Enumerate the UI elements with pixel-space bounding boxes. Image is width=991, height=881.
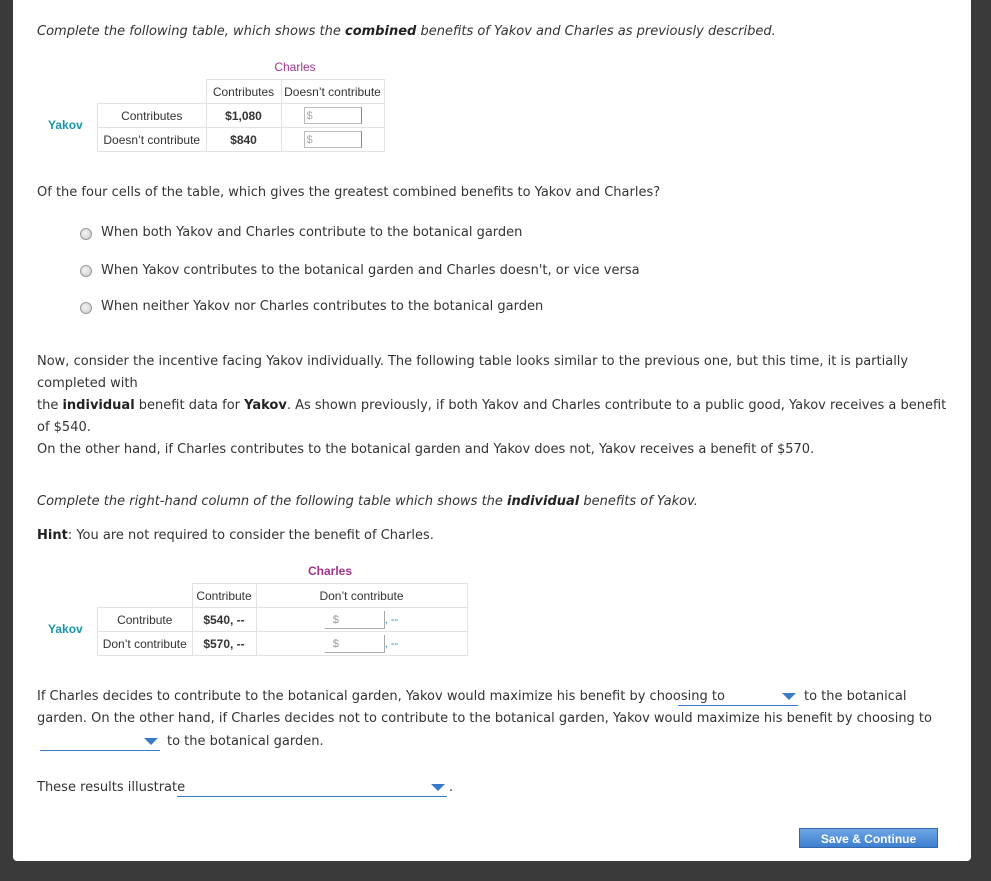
table2-corner xyxy=(98,584,193,608)
question1-prompt: Of the four cells of the table, which gives the greatest combined benefits to Yakov and Charles? xyxy=(37,185,661,200)
question-panel xyxy=(13,0,971,861)
paragraph-2d: Yakov xyxy=(244,398,287,413)
table2 xyxy=(97,583,468,656)
table2-row-label-contribute: Contribute xyxy=(98,608,193,632)
table1-cell-dd xyxy=(281,128,384,152)
paragraph-2a: the xyxy=(37,398,63,413)
table1-col-header-contributes: Contributes xyxy=(206,80,281,104)
radio-option-1[interactable] xyxy=(80,228,92,240)
table2-col-header-dont: Don’t contribute xyxy=(256,584,467,608)
intro2-text xyxy=(37,491,698,513)
chevron-down-icon xyxy=(431,784,445,791)
intro-part1: Complete the following table, which shows the xyxy=(37,24,345,39)
paragraph-line-2 xyxy=(37,395,957,439)
intro2-bold: individual xyxy=(507,494,580,509)
table2-cell-cd xyxy=(256,608,467,632)
radio-option-3-label[interactable]: When neither Yakov nor Charles contributes to the botanical garden xyxy=(101,299,544,314)
table1-cell-dc: $840 xyxy=(206,128,281,152)
hint-label: Hint xyxy=(37,528,68,543)
table1-input-dd[interactable]: $ xyxy=(304,131,362,148)
paragraph-2e: . As shown previously, if both Yakov and Charles contribute to a public good, Yakov receives a benefit of $540. xyxy=(37,398,947,435)
radio-option-1-label[interactable]: When both Yakov and Charles contribute to the botanical garden xyxy=(101,225,523,240)
table1-cell-cd xyxy=(281,104,384,128)
intro2-part2: benefits of Yakov. xyxy=(579,494,698,509)
question2-sentence-2: garden. On the other hand, if Charles decides not to contribute to the botanical garden, Yakov would maximize his benefit by choosing to xyxy=(37,711,932,726)
paragraph-2b: individual xyxy=(62,398,135,413)
question2-period: . xyxy=(449,780,454,795)
chevron-down-icon xyxy=(782,693,796,700)
dropdown-charles-doesnt[interactable] xyxy=(40,734,160,751)
table2-cell-cc: $540, -- xyxy=(192,608,256,632)
question2-sentence-4: These results illustrate xyxy=(37,780,186,795)
question2-sentence-1-end: to the botanical xyxy=(804,689,907,704)
table1-col-header-doesnt: Doesn’t contribute xyxy=(281,80,384,104)
intro-part2: benefits of Yakov and Charles as previously described. xyxy=(416,24,776,39)
table1-cell-cc: $1,080 xyxy=(206,104,281,128)
table2-cell-dd xyxy=(256,632,467,656)
dropdown-charles-contributes[interactable] xyxy=(678,689,798,706)
table2-row-player: Yakov xyxy=(48,622,83,636)
chevron-down-icon xyxy=(144,738,158,745)
table1-input-cd[interactable]: $ xyxy=(304,107,362,124)
table2-row-label-dont: Don’t contribute xyxy=(98,632,193,656)
table1-col-player: Charles xyxy=(274,60,316,74)
hint-text xyxy=(37,525,434,547)
table2-col-header-contribute: Contribute xyxy=(192,584,256,608)
intro-bold: combined xyxy=(345,24,417,39)
radio-option-3[interactable] xyxy=(80,302,92,314)
hint-body: : You are not required to consider the benefit of Charles. xyxy=(67,528,434,543)
table2-col-player: Charles xyxy=(307,564,353,578)
question2-sentence-1: If Charles decides to contribute to the botanical garden, Yakov would maximize his benefit by choosing to xyxy=(37,689,725,704)
dropdown-results-illustrate[interactable] xyxy=(177,780,447,797)
intro2-part1: Complete the right-hand column of the following table which shows the xyxy=(37,494,508,509)
paragraph-line-1: Now, consider the incentive facing Yakov individually. The following table looks similar to the previous one, but this time, it is partially completed with xyxy=(37,354,909,391)
table1 xyxy=(97,79,385,152)
table2-cd-suffix: , -- xyxy=(384,613,399,626)
table1-row-label-doesnt: Doesn’t contribute xyxy=(98,128,207,152)
intro-text xyxy=(37,21,776,43)
table1-row-player: Yakov xyxy=(48,118,83,132)
paragraph-2c: benefit data for xyxy=(134,398,245,413)
paragraph-line-3: On the other hand, if Charles contributes to the botanical garden and Yakov does not, Yakov receives a benefit of $570. xyxy=(37,442,815,457)
table2-input-cd[interactable]: $ xyxy=(325,611,385,629)
table2-input-dd[interactable]: $ xyxy=(325,635,385,653)
table2-dd-suffix: , -- xyxy=(384,637,399,650)
table2-cell-dc: $570, -- xyxy=(192,632,256,656)
save-continue-button[interactable]: Save & Continue xyxy=(799,828,938,848)
table1-corner xyxy=(98,80,207,104)
radio-option-2-label[interactable]: When Yakov contributes to the botanical garden and Charles doesn't, or vice versa xyxy=(101,263,640,278)
question2-sentence-3-end: to the botanical garden. xyxy=(167,734,324,749)
incentive-paragraph xyxy=(37,351,957,461)
radio-option-2[interactable] xyxy=(80,265,92,277)
table1-row-label-contributes: Contributes xyxy=(98,104,207,128)
